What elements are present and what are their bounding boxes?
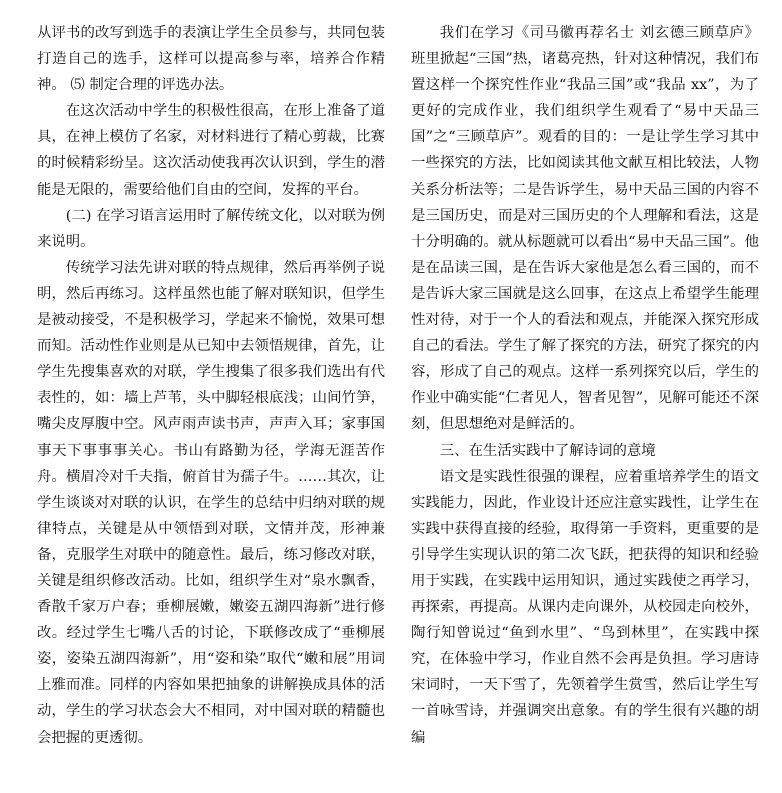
paragraph: 在这次活动中学生的积极性很高，在形上准备了道具，在神上模仿了名家，对材料进行了精心剪裁，比赛的时候精彩纷呈。这次活动使我再次认识到，学生的潜能是无限的，需要给他们自由的空间，发挥的平台。 bbox=[37, 103, 385, 198]
paragraph: 语文是实践性很强的课程，应着重培养学生的语文实践能力，因此，作业设计还应注意实践性，让学生在实践中获得直接的经验，取得第一手资料，更重要的是引导学生实现认识的第二次飞跃，把获得的知识和经验用于实践，在实践中运用知识，通过实践使之再学习，再探索，再提高。从课内走向课外，从校园走向校外，陶行知曾说过“鱼到水里”、“鸟到林里”，在实践中探究，在体验中学习，作业自然不会再是负担。学习唐诗宋词时，一天下雪了，先领着学生赏雪，然后让学生写一首咏雪诗，并强调突出意象。有的学生很有兴趣的胡编 bbox=[411, 468, 759, 746]
right-text-column bbox=[411, 20, 759, 751]
paragraph: 传统学习法先讲对联的特点规律，然后再举例子说明，然后再练习。这样虽然也能了解对联知识，但学生是被动接受，不是积极学习，学起来不愉悦，效果可想而知。活动性作业则是从已知中去领悟规律，首先，让学生先搜集喜欢的对联，学生搜集了很多我们选出有代表性的，如：墙上芦苇，头中脚轻根底浅；山间竹笋，嘴尖皮厚腹中空。风声雨声读书声，声声入耳；家事国事天下事事事关心。书山有路勤为径，学海无涯苦作舟。横眉冷对千夫指，俯首甘为孺子牛。……其次，让学生谈谈对对联的认识，在学生的总结中归纳对联的规律特点，关键是从中领悟到对联，文情并茂，形神兼备，克服学生对联中的随意性。最后，练习修改对联，关键是组织修改活动。比如，组织学生对“泉水飘香，香散千家万户春；垂柳展嫩，嫩姿五湖四海新”进行修改。经过学生七嘴八舌的讨论，下联修改成了“垂柳展姿，姿染五湖四海新”，用“姿和染”取代“嫩和展”用词上雅而准。同样的内容如果把抽象的讲解换成具体的活动，学生的学习状态会大不相同，对中国对联的精髓也会把握的更透彻。 bbox=[37, 259, 385, 746]
section-subheading: (二) 在学习语言运用时了解传统文化，以对联为例来说明。 bbox=[37, 207, 385, 250]
paragraph: 我们在学习《司马徽再荐名士 刘玄德三顾草庐》班里掀起“三国”热，诸葛亮热，针对这种情况，我们布置这样一个探究性作业“我品三国”或“我品 xx”，为了更好的完成作业，我们组织学生观看了“易中天品三国”之“三顾草庐”。观看的目的：一是让学生学习其中一些探究的方法，比如阅读其他文献互相比较法，人物关系分析法等；二是告诉学生，易中天品三国的内容不是三国历史，而是对三国历史的个人理解和看法，这是十分明确的。就从标题就可以看出“易中天品三国”。他是在品读三国，是在告诉大家他是怎么看三国的，而不是告诉大家三国就是这么回事，在这点上希望学生能理性对待，对于一个人的看法和观点，并能深入探究形成自己的看法。学生了解了探究的方法，研究了探究的内容，形成了自己的观点。这样一系列探究以后，学生的作业中确实能“仁者见人，智者见智”，见解可能还不深刻，但思想绝对是鲜活的。 bbox=[411, 25, 759, 433]
section-heading: 三、在生活实践中了解诗词的意境 bbox=[439, 442, 656, 459]
left-text-column bbox=[37, 20, 385, 751]
paragraph: 从评书的改写到选手的表演让学生全员参与，共同包装打造自己的选手，这样可以提高参与率，培养合作精神。 ⑸ 制定合理的评选办法。 bbox=[37, 25, 385, 94]
